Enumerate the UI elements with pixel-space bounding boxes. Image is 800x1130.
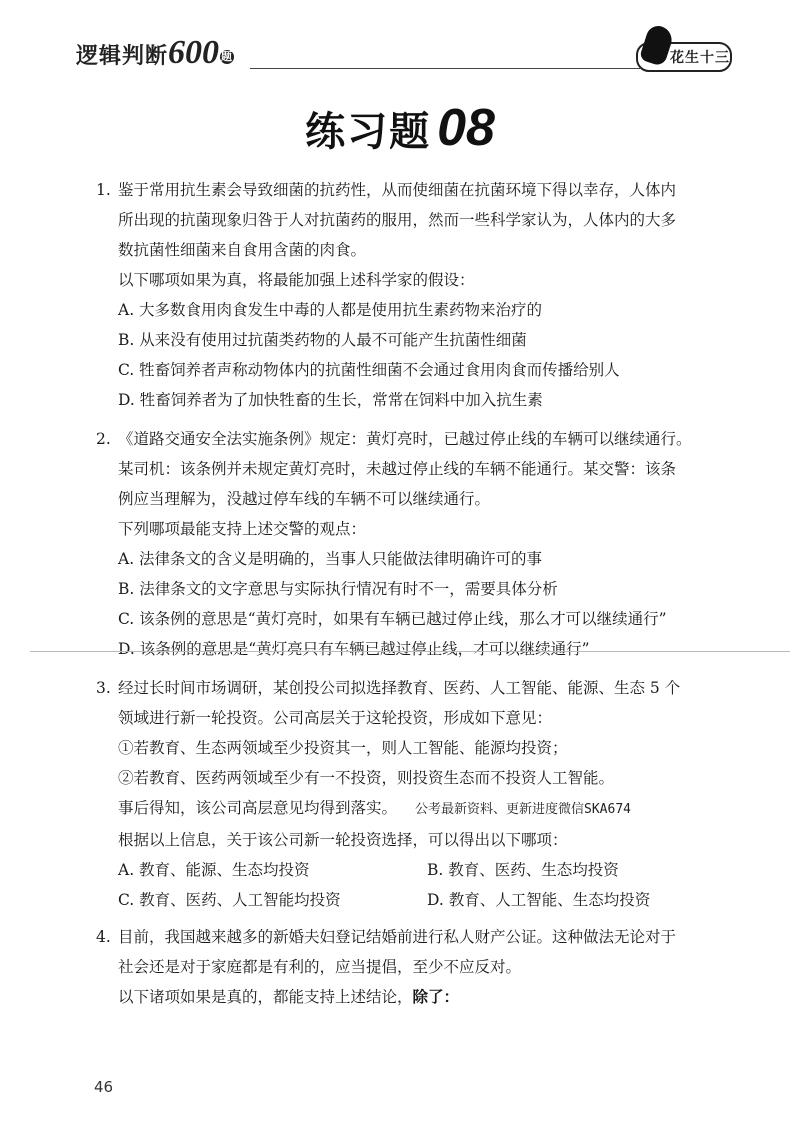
question-stem-line: 目前，我国越来越多的新婚夫妇登记结婚前进行私人财产公证。这种做法无论对于 xyxy=(118,928,677,946)
question-prompt-emphasis: 除了： xyxy=(412,987,460,1006)
book-title-suffix: 题 xyxy=(221,50,234,63)
option-b: B. 从来没有使用过抗菌类药物的人最不可能产生抗菌性细菌 xyxy=(118,331,527,349)
option-d: D. 教育、人工智能、生态均投资 xyxy=(427,891,651,909)
option-d: D. 牲畜饲养者为了加快牲畜的生长，常常在饲料中加入抗生素 xyxy=(118,391,543,409)
question-number: 4. xyxy=(96,928,111,946)
question-stem-line: 某司机：该条例并未规定黄灯亮时，未越过停止线的车辆不能通行。某交警：该条 xyxy=(118,460,677,478)
question-stem-line: 领域进行新一轮投资。公司高层关于这轮投资，形成如下意见： xyxy=(118,709,553,727)
question-1 xyxy=(96,175,736,415)
question-number: 3. xyxy=(96,679,111,697)
option-b: B. 法律条文的文字意思与实际执行情况有时不一，需要具体分析 xyxy=(118,580,558,598)
book-title-number: 600 xyxy=(168,34,220,71)
question-2 xyxy=(96,424,736,664)
question-stem-line: 数抗菌性细菌来自食用含菌的肉食。 xyxy=(118,241,367,259)
question-number: 2. xyxy=(96,430,111,448)
page-fold-divider xyxy=(30,651,790,652)
option-a: A. 法律条文的含义是明确的，当事人只能做法律明确许可的事 xyxy=(118,550,543,568)
page-title-number: 08 xyxy=(437,99,495,157)
book-title-text: 逻辑判断 xyxy=(76,44,169,69)
question-prompt: 以下诸项如果是真的，都能支持上述结论， xyxy=(118,988,413,1006)
question-condition-2: ②若教育、医药两领域至少有一不投资，则投资生态而不投资人工智能。 xyxy=(118,769,615,787)
book-title xyxy=(76,34,234,72)
question-stem-line: 社会还是对于家庭都是有利的，应当提倡，至少不应反对。 xyxy=(118,958,522,976)
page-title-text: 练习题 xyxy=(305,109,432,155)
option-c: C. 该条例的意思是“黄灯亮时，如果有车辆已越过停止线，那么才可以继续通行” xyxy=(118,610,667,628)
question-stem-line: 鉴于常用抗生素会导致细菌的抗药性，从而使细菌在抗菌环境下得以幸存，人体内 xyxy=(118,181,677,199)
question-stem-line: 《道路交通安全法实施条例》规定：黄灯亮时，已越过停止线的车辆可以继续通行。 xyxy=(118,430,692,448)
question-stem-line: 例应当理解为，没越过停车线的车辆不可以继续通行。 xyxy=(118,490,491,508)
question-stem-line: 事后得知，该公司高层意见均得到落实。 xyxy=(118,799,398,817)
option-d: D. 该条例的意思是“黄灯亮只有车辆已越过停止线，才可以继续通行” xyxy=(118,640,590,658)
question-prompt: 下列哪项最能支持上述交警的观点： xyxy=(118,520,367,538)
option-a: A. 教育、能源、生态均投资 xyxy=(118,861,310,879)
question-stem-line: 所出现的抗菌现象归咎于人对抗菌药的服用，然而一些科学家认为，人体内的大多 xyxy=(118,211,677,229)
page-title xyxy=(0,98,800,158)
question-4 xyxy=(96,922,736,1012)
option-b: B. 教育、医药、生态均投资 xyxy=(427,861,619,879)
question-stem-line: 经过长时间市场调研，某创投公司拟选择教育、医药、人工智能、能源、生态 5 个 xyxy=(118,679,681,697)
question-number: 1. xyxy=(96,181,111,199)
question-prompt: 以下哪项如果为真，将最能加强上述科学家的假设： xyxy=(118,271,475,289)
question-prompt: 根据以上信息，关于该公司新一轮投资选择，可以得出以下哪项： xyxy=(118,831,568,849)
page-header xyxy=(0,0,800,90)
brand-badge xyxy=(636,42,732,72)
question-3 xyxy=(96,673,736,915)
page-number: 46 xyxy=(94,1078,114,1096)
header-rule xyxy=(250,68,640,69)
question-condition-1: ①若教育、生态两领域至少投资其一，则人工智能、能源均投资； xyxy=(118,739,568,757)
option-a: A. 大多数食用肉食发生中毒的人都是使用抗生素药物来治疗的 xyxy=(118,301,543,319)
option-c: C. 牲畜饲养者声称动物体内的抗菌性细菌不会通过食用肉食而传播给别人 xyxy=(118,361,620,379)
brand-text: 花生十三 xyxy=(670,50,730,66)
watermark-text: 公考最新资料、更新进度微信SKA674 xyxy=(415,802,631,817)
option-c: C. 教育、医药、人工智能均投资 xyxy=(118,891,341,909)
